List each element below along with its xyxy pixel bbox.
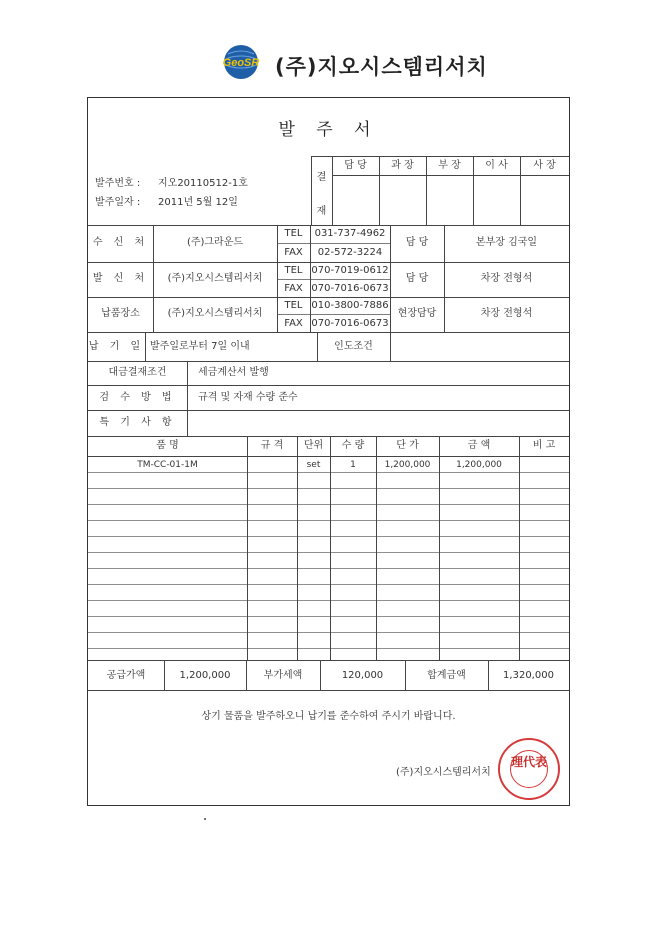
- order-no: 지오20110512-1호: [158, 178, 248, 189]
- approval-col-manager: 과 장: [391, 160, 414, 171]
- logo-text: GeoSR: [222, 57, 260, 69]
- receiver-manager: 본부장 김국일: [475, 237, 538, 248]
- approval-label-bottom: 재: [316, 206, 327, 217]
- item-unit-price: 1,200,000: [384, 460, 431, 470]
- closing-text: 상기 물품을 발주하오니 납기를 준수하여 주시기 바랍니다.: [201, 711, 456, 722]
- form-title: 발 주 서: [278, 120, 379, 140]
- company-seal: [498, 738, 560, 800]
- sender-fax-label: FAX: [284, 283, 303, 294]
- receiver-fax-label: FAX: [284, 247, 303, 258]
- delivery-tel: 010-3800-7886: [311, 300, 389, 311]
- approval-col-general-manager: 부 장: [438, 160, 461, 171]
- inspection-label: 검 수 방 법: [99, 392, 176, 403]
- payment-label: 대금결재조건: [108, 367, 167, 378]
- receiver-name: (주)그라운드: [186, 237, 244, 248]
- order-date-label: 발주일자 :: [95, 197, 141, 208]
- receiver-tel: 031-737-4962: [314, 228, 386, 239]
- total-amount: 1,320,000: [503, 670, 554, 681]
- approval-col-director: 이 사: [485, 160, 508, 171]
- supply-amount: 1,200,000: [179, 670, 231, 681]
- delivery-fax-label: FAX: [284, 318, 303, 329]
- item-name: TM-CC-01-1M: [137, 460, 198, 470]
- inspection-method: 규격 및 자재 수량 준수: [198, 392, 298, 403]
- approval-col-staff: 담 당: [344, 160, 367, 171]
- item-amount: 1,200,000: [456, 460, 502, 470]
- company-logo: [216, 44, 266, 80]
- approval-label-top: 결: [316, 172, 327, 183]
- col-header-item: 품 명: [156, 440, 179, 451]
- delivery-label: 납품장소: [101, 308, 140, 319]
- col-header-qty: 수 량: [341, 440, 365, 451]
- payment-terms: 세금계산서 발행: [198, 367, 269, 378]
- company-name: (주)지오시스템리서치: [275, 55, 488, 79]
- receiver-tel-label: TEL: [284, 228, 303, 239]
- sender-fax: 070-7016-0673: [311, 283, 389, 294]
- scan-speck: [204, 818, 206, 820]
- receiver-manager-label: 담 당: [405, 237, 429, 248]
- order-date: 2011년 5월 12일: [158, 197, 238, 208]
- vat-label: 부가세액: [263, 670, 303, 681]
- col-header-spec: 규 격: [260, 440, 284, 451]
- order-no-label: 발주번호 :: [95, 178, 141, 189]
- item-unit: set: [306, 460, 321, 470]
- col-header-unit: 단위: [303, 440, 324, 451]
- sender-name: (주)지오시스템리서치: [167, 273, 263, 284]
- deadline: 발주일로부터 7일 이내: [150, 341, 250, 352]
- item-qty: 1: [350, 460, 356, 470]
- signature: (주)지오시스템리서치: [396, 767, 491, 778]
- delivery-manager: 차장 전형석: [480, 308, 533, 319]
- sender-tel: 070-7019-0612: [311, 265, 389, 276]
- delivery-terms-label: 인도조건: [334, 341, 373, 352]
- approval-col-president: 사 장: [533, 160, 556, 171]
- sender-tel-label: TEL: [284, 265, 303, 276]
- total-label: 합계금액: [427, 670, 466, 681]
- delivery-tel-label: TEL: [284, 300, 303, 311]
- sender-manager: 차장 전형석: [480, 273, 533, 284]
- delivery-name: (주)지오시스템리서치: [167, 308, 263, 319]
- seal-text: 理代表: [510, 755, 547, 769]
- notes-label: 특 기 사 항: [99, 417, 176, 428]
- sender-manager-label: 담 당: [405, 273, 429, 284]
- vat-amount: 120,000: [341, 670, 384, 681]
- col-header-amount: 금 액: [467, 440, 491, 451]
- supply-label: 공급가액: [106, 670, 146, 681]
- delivery-manager-label: 현장담당: [397, 308, 437, 319]
- col-header-unit-price: 단 가: [396, 440, 419, 451]
- receiver-fax: 02-572-3224: [317, 247, 383, 258]
- receiver-label: 수 신 처: [92, 237, 149, 248]
- deadline-label: 납 기 일: [88, 341, 145, 352]
- col-header-remarks: 비 고: [532, 440, 556, 451]
- sender-label: 발 신 처: [92, 273, 149, 284]
- delivery-fax: 070-7016-0673: [311, 318, 389, 329]
